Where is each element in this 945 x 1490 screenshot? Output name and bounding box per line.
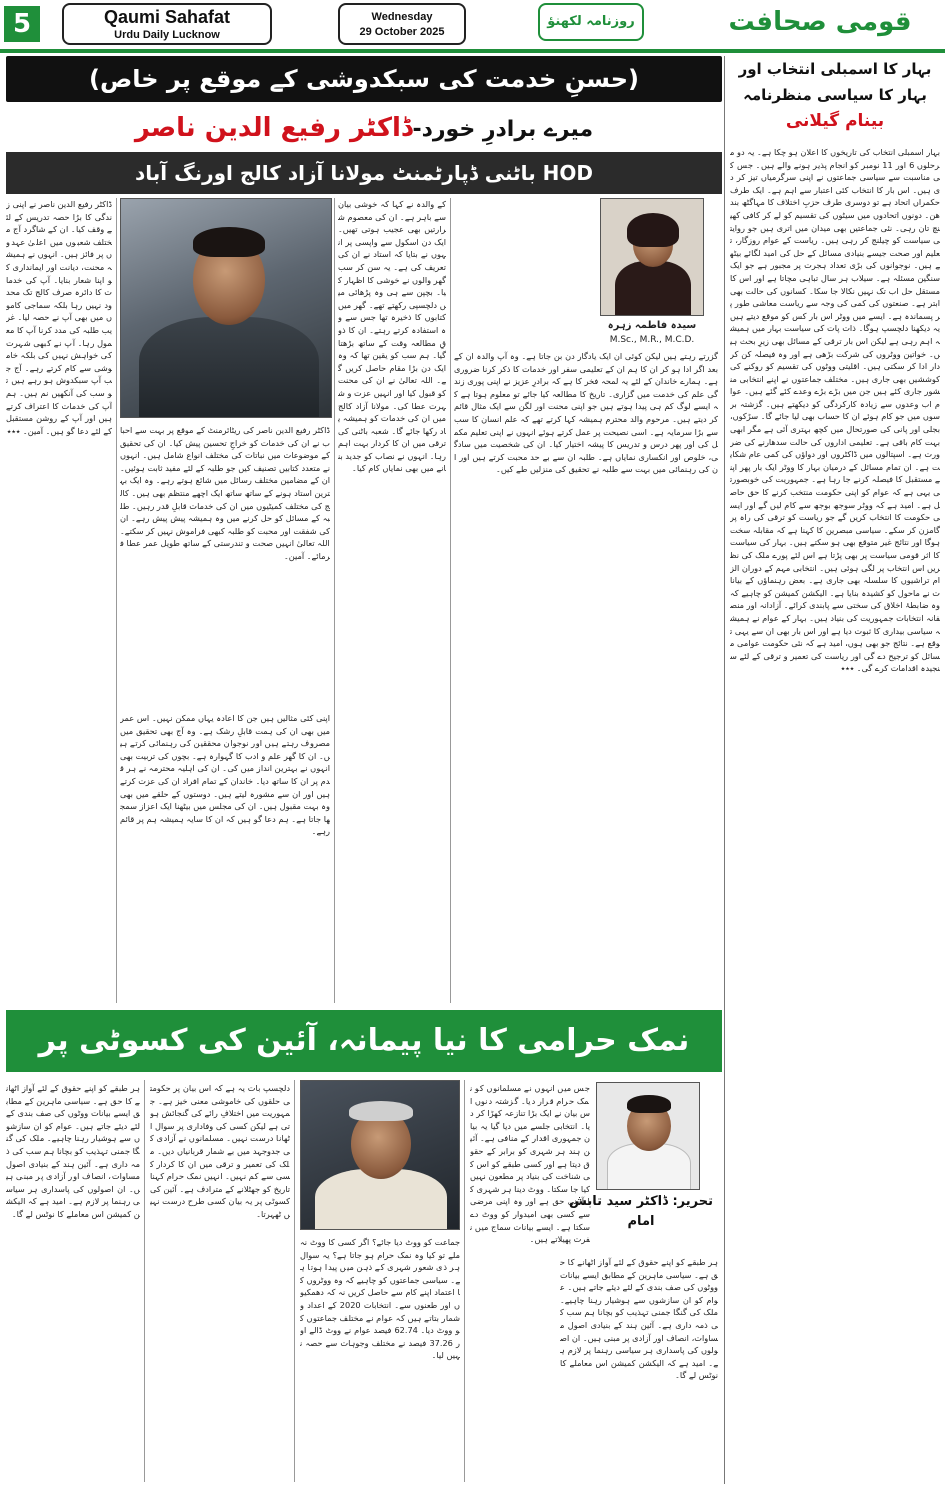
masthead	[62, 3, 272, 45]
main-article-column-4: اپنی کئی مثالیں ہیں جن کا اعادہ یہاں ممکن نہیں۔ اس عمر میں بھی ان کی ہمت قابلِ رشک ہے۔ وہ آج بھی تحقیق میں مصروف رہتے ہیں اور نوجوان محققین کی رہنمائی کرتے ہیں۔ ان کا گھر علم و ادب کا گہوارہ ہے۔ بچوں کی تربیت بھی انہوں نے بہترین انداز میں کی۔ ان کی اہلیہ محترمہ نے ہر قدم پر ان کا ساتھ دیا۔ خاندان کے تمام افراد ان کی عزت کرتے ہیں اور ان سے مشورہ لیتے ہیں۔ دوستوں کے حلقے میں بھی وہ بہت مقبول ہیں۔ ان کی مجلس میں بیٹھنا ایک اعزاز سمجھا جاتا ہے۔ ہم دعا گو ہیں کہ ان کا سایہ ہمیشہ ہم پر قائم رہے۔	[120, 713, 330, 837]
main-article-column-1: گزرتے رہتے ہیں لیکن کوئی ان ایک یادگار دن بن جاتا ہے۔ وہ آپ والدہ ان کے بعد اگر ادا ہو کر ان کا ہم ان کے تعلیمی سفر اور خدمات کا ذکر کرنا ضروری ہے۔ ہمارے خاندان کے لئے یہ لمحہ فخر کا ہے کہ برادرِ عزیز نے اپنی پوری زندگی علم کی خدمت میں گزاری۔ تاریخ کا مطالعہ کیا جائے تو معلوم ہوتا ہے کہ ایسے لوگ کم ہی پیدا ہوتے ہیں جو اپنی محنت اور لگن سے ایک مثال قائم کر دیتے ہیں۔ مرحوم والد محترم ہمیشہ کہا کرتے تھے کہ علم انسان کا سب سے بڑا سرمایہ ہے۔ اسی نصیحت پر عمل کرتے ہوئے انہوں نے اپنی تعلیم مکمل کی اور پھر درس و تدریس کا پیشہ اختیار کیا۔ ان کی شخصیت میں سادگی، خلوص اور انکساری نمایاں ہے۔ طلبہ ان سے بے حد محبت کرتے ہیں اور ان کی رہنمائی میں بہت سے طلبہ نے تحقیق کی منزلیں طے کیں۔	[454, 351, 718, 475]
brand-logo-urdu: قومی صحافت	[728, 7, 912, 37]
masthead-title: Qaumi Sahafat	[103, 7, 231, 27]
column-divider	[144, 1080, 145, 1482]
right-article-title: بہار کا اسمبلی انتخاب اور بہار کا سیاسی منظرنامہ	[738, 60, 932, 104]
main-article-column-3: ڈاکٹر رفیع الدین ناصر کی ریٹائرمنٹ کے موقع پر بہت سے احباب نے ان کی خدمات کو خراجِ تحسین پیش کیا۔ ان کی تحقیق کے موضوعات میں نباتات کی مختلف انواع شامل ہیں۔ انہوں نے متعدد کتابیں تصنیف کیں جو طلبہ کے لئے مفید ثابت ہوئیں۔ ان کے مضامین مختلف رسائل میں شائع ہوتے رہے۔ وہ ایک بہترین استاد ہونے کے ساتھ ساتھ ایک اچھے منتظم بھی ہیں۔ کالج کی مختلف کمیٹیوں میں ان کی خدمات قابلِ قدر رہیں۔ طلبہ کے مسائل کو حل کرنے میں وہ ہمیشہ پیش پیش رہے۔ ان کی شفقت اور محبت کو طلبہ کبھی فراموش نہیں کر سکتے۔ اللہ تعالیٰ انہیں صحت و تندرستی کے ساتھ طویل عمر عطا فرمائے۔ آمین۔	[120, 425, 330, 561]
second-article-column-1: جس میں انہوں نے مسلمانوں کو نمک حرام قرار دیا۔ گزشتہ دنوں اس بیان نے ایک بڑا تنازعہ کھڑا کر دیا۔ انتخابی جلسے میں دیا گیا یہ بیان جمہوری اقدار کے منافی ہے۔ آئین ہند ہر شہری کو برابر کے حقوق دیتا ہے اور کسی طبقے کو اس کی شناخت کی بنیاد پر مطعون نہیں کیا جا سکتا۔ ووٹ دینا ہر شہری کا آئینی حق ہے اور وہ اپنی مرضی سے کسی بھی امیدوار کو ووٹ دے سکتا ہے۔ ایسے بیانات سماج میں نفرت پھیلاتے ہیں۔	[470, 1083, 590, 1245]
daily-tag: روزنامہ لکھنؤ	[538, 3, 644, 41]
main-article-column-5: ڈاکٹر رفیع الدین ناصر نے اپنی زندگی کا بڑا حصہ تدریس کے لئے وقف کیا۔ ان کے شاگرد آج مختلف شعبوں میں اعلیٰ عہدوں پر فائز ہیں۔ انہوں نے ہمیشہ محنت، دیانت اور ایمانداری کو اپنا شعار بنایا۔ آپ کی خدمات کا دائرہ صرف کالج تک محدود نہیں رہا بلکہ سماجی کاموں میں بھی آپ نے حصہ لیا۔ غریب طلبہ کی مدد کرنا آپ کا معمول رہا۔ آپ نے کبھی شہرت کی خواہش نہیں کی بلکہ خاموشی سے کام کرتے رہے۔ آج جب آپ سبکدوش ہو رہے ہیں تو سب کی آنکھیں نم ہیں۔ ہم آپ کی خدمات کا اعتراف کرتے ہیں اور آپ کے روشن مستقبل کے لئے دعا گو ہیں۔ آمین۔ ٭٭٭	[6, 199, 112, 436]
right-article-header	[728, 56, 942, 142]
columnist-photo	[596, 1082, 700, 1190]
column-divider	[294, 1080, 295, 1482]
page-number: 5	[4, 6, 40, 42]
second-article-column-2: جماعت کو ووٹ دیا جائے؟ اگر کسی کا ووٹ نہ ملے تو کیا وہ نمک حرام ہو جاتا ہے؟ یہ سوال ہر ذی شعور شہری کے ذہن میں پیدا ہوتا ہے۔ سیاسی جماعتوں کو چاہیے کہ وہ ووٹروں کا اعتماد اپنے کام سے حاصل کریں نہ کہ دھمکیوں اور طعنوں سے۔ انتخابات 2020 کے اعداد و شمار بتاتے ہیں کہ عوام نے مختلف جماعتوں کو ووٹ دیا۔ 62.74 فیصد عوام نے ووٹ ڈالے اور 37.26 فیصد نے مختلف وجوہات سے حصہ نہیں لیا۔	[300, 1237, 460, 1361]
column-divider	[450, 198, 451, 1003]
politician-photo	[300, 1080, 460, 1230]
main-article-column-2: کے والدہ نے کہا کہ خوشی بیان سے باہر ہے۔ ان کی معصوم شرارتیں بھی عجیب ہوتی تھیں۔ ایک دن اسکول سے واپسی پر انہوں نے بتایا کہ استاد نے ان کی تعریف کی ہے۔ یہ سن کر سب گھر والوں نے خوشی کا اظہار کیا۔ بچپن سے ہی وہ پڑھائی میں دلچسپی رکھتے تھے۔ گھر میں کتابوں کا ذخیرہ تھا جس سے وہ استفادہ کرتے رہتے۔ ان کا ذوقِ مطالعہ وقت کے ساتھ بڑھتا گیا۔ ہم سب کو یقین تھا کہ وہ ایک دن بڑا مقام حاصل کریں گے۔ اللہ تعالیٰ نے ان کی محنت کو قبول کیا اور انہیں عزت و شہرت عطا کی۔ مولانا آزاد کالج میں ان کی خدمات کو ہمیشہ یاد رکھا جائے گا۔ شعبہ باٹنی کی ترقی میں ان کا کردار بہت اہم رہا۔ انہوں نے نصاب کو جدید بنانے میں بھی نمایاں کام کیا۔	[338, 199, 446, 474]
subject-photo	[120, 198, 332, 418]
headline-name: ڈاکٹر رفیع الدین ناصر	[134, 113, 413, 143]
second-article-headline: نمک حرامی کا نیا پیمانہ، آئین کی کسوٹی پر	[6, 1010, 722, 1072]
second-article-column-3: دلچسپ بات یہ ہے کہ اس بیان پر حکومتی حلقوں کی خاموشی معنی خیز ہے۔ جمہوریت میں اختلافِ رائے کی گنجائش ہوتی ہے لیکن کسی کی وفاداری پر سوال اٹھانا درست نہیں۔ مسلمانوں نے آزادی کی جدوجہد میں بے شمار قربانیاں دیں۔ ملک کی تعمیر و ترقی میں ان کا کردار کسی سے کم نہیں۔ انہیں نمک حرام کہنا تاریخ کو جھٹلانے کے مترادف ہے۔ آئین کی کسوٹی پر یہ بیان کسی طرح درست نہیں ٹھہرتا۔	[150, 1083, 290, 1219]
masthead-subtitle: Urdu Daily Lucknow	[114, 29, 220, 41]
second-article-author: تحریر: ڈاکٹر سید تابش امام	[569, 1194, 713, 1229]
author-credentials: M.Sc., M.R., M.C.D.	[609, 335, 695, 345]
header-divider	[0, 49, 945, 53]
article-subheadline: HOD باٹنی ڈپارٹمنٹ مولانا آزاد کالج اورنگ آباد	[6, 152, 722, 194]
weekday: Wednesday	[371, 11, 433, 23]
date-box	[338, 3, 466, 45]
article-kicker-banner: (حسنِ خدمت کی سبکدوشی کے موقع پر خاص)	[6, 56, 722, 102]
article-headline	[6, 106, 722, 150]
right-column-divider	[724, 56, 725, 1484]
headline-prefix: میرے برادرِ خورد-	[412, 117, 594, 142]
second-article-column-4: ہر طبقے کو اپنے حقوق کے لئے آواز اٹھانے کا حق ہے۔ سیاسی ماہرین کے مطابق ایسے بیانات ووٹوں کی صف بندی کے لئے دیئے جاتے ہیں۔ عوام کو ان سازشوں سے ہوشیار رہنا چاہیے۔ ملک کی گنگا جمنی تہذیب کو بچانا ہم سب کی ذمہ داری ہے۔ آئین ہند کے بنیادی اصول مساوات، انصاف اور آزادی پر مبنی ہیں۔ ان اصولوں کی پاسداری ہر سیاسی رہنما پر لازم ہے۔ امید ہے کہ الیکشن کمیشن اس معاملے کا نوٹس لے گا۔	[6, 1083, 140, 1219]
column-divider	[334, 198, 335, 1003]
right-article-body: بہار اسمبلی انتخاب کی تاریخوں کا اعلان ہو چکا ہے۔ یہ دو مرحلوں 6 اور 11 نومبر کو انجام پذیر ہونے والے ہیں۔ جس کی مناسبت سے سیاسی جماعتوں نے اپنی سرگرمیاں تیز کر دی ہیں۔ اس بار کا انتخاب کئی اعتبار سے اہم ہے۔ ایک طرف حکمراں اتحاد ہے تو دوسری طرف حزبِ اختلاف کا مہاگٹھ بندھن۔ دونوں اتحادوں میں سیٹوں کی تقسیم کو لے کر کافی کھینچ تان رہی۔ نئی جماعتیں بھی میدان میں اتری ہیں جو روایتی سیاست کو چیلنج کر رہی ہیں۔ ریاست کے عوام روزگار، تعلیم اور صحت جیسے بنیادی مسائل کے حل کی امید لگائے بیٹھے ہیں۔ نوجوانوں کی بڑی تعداد ہجرت پر مجبور ہے جو ایک سنگین مسئلہ ہے۔ سیلاب ہر سال تباہی مچاتا ہے اور اس کا مستقل حل اب تک نہیں نکالا جا سکا۔ کسانوں کی حالت بھی ابتر ہے۔ صنعتوں کی کمی کی وجہ سے ریاست معاشی طور پر پسماندہ ہے۔ ایسے میں ووٹر اس بار کس کو موقع دیتے ہیں یہ دیکھنا دلچسپ ہوگا۔ ذات پات کی سیاست بہار میں ہمیشہ اہم رہی ہے لیکن اس بار ترقی کے مسائل بھی زیرِ بحث ہیں۔ خواتین ووٹروں کی شرکت بڑھی ہے اور وہ فیصلہ کن کردار ادا کر سکتی ہیں۔ اقلیتی ووٹوں کی تقسیم کو روکنے کی کوششیں بھی جاری ہیں۔ مختلف جماعتوں نے اپنے انتخابی منشور جاری کئے ہیں جن میں بڑے بڑے وعدے کئے گئے ہیں۔ عوام اب وعدوں سے زیادہ کارکردگی کو دیکھتے ہیں۔ گزشتہ برسوں میں جو کام ہوئے ان کا حساب بھی لیا جائے گا۔ سڑکوں، بجلی اور پانی کی صورتحال میں کچھ بہتری آئی ہے مگر ابھی بہت کام باقی ہے۔ تعلیمی اداروں کی حالت سدھارنے کی ضرورت ہے۔ اسپتالوں میں ڈاکٹروں اور دواؤں کی کمی عام شکایت ہے۔ ان تمام مسائل کے درمیان بہار کا ووٹر ایک بار پھر اپنے مستقبل کا فیصلہ کرنے جا رہا ہے۔ جمہوریت کی خوبصورتی یہی ہے کہ عوام کو اپنی حکومت منتخب کرنے کا حق حاصل ہے۔ امید ہے کہ ووٹر سوجھ بوجھ سے کام لیں گے اور ایسی حکومت کا انتخاب کریں گے جو ریاست کو ترقی کی راہ پر گامزن کر سکے۔ سیاسی مبصرین کا کہنا ہے کہ مقابلہ سخت ہوگا اور نتائج غیر متوقع بھی ہو سکتے ہیں۔ بہار کی سیاست کا اثر قومی سیاست پر بھی پڑتا ہے اس لئے پورے ملک کی نظریں اس انتخاب پر لگی ہوئی ہیں۔ انتخابی مہم کے دوران الزام تراشیوں کا سلسلہ بھی جاری ہے۔ بعض رہنماؤں کے بیانات نے ماحول کو کشیدہ بنایا ہے۔ الیکشن کمیشن کو چاہیے کہ وہ ضابطۂ اخلاق کی سختی سے پابندی کرائے۔ آزادانہ اور منصفانہ انتخابات جمہوریت کی بنیاد ہیں۔ بہار کے عوام نے ہمیشہ سیاسی بیداری کا ثبوت دیا ہے اور اس بار بھی ان سے یہی توقع ہے۔ نتائج جو بھی ہوں، امید ہے کہ نئی حکومت عوامی مسائل کو ترجیح دے گی اور ریاست کی تعمیر و ترقی کے لئے سنجیدہ اقدامات کرے گی۔ ٭٭٭	[730, 147, 940, 674]
second-article-column-1b: ہر طبقے کو اپنے حقوق کے لئے آواز اٹھانے کا حق ہے۔ سیاسی ماہرین کے مطابق ایسے بیانات ووٹوں کی صف بندی کے لئے دیئے جاتے ہیں۔ عوام کو ان سازشوں سے ہوشیار رہنا چاہیے۔ ملک کی گنگا جمنی تہذیب کو بچانا ہم سب کی ذمہ داری ہے۔ آئین ہند کے بنیادی اصول مساوات، انصاف اور آزادی پر مبنی ہیں۔ ان اصولوں کی پاسداری ہر سیاسی رہنما پر لازم ہے۔ امید ہے کہ الیکشن کمیشن اس معاملے کا نوٹس لے گا۔	[560, 1257, 718, 1381]
issue-date: 29 October 2025	[359, 26, 445, 38]
column-divider	[464, 1080, 465, 1482]
author-name: سیدہ فاطمہ زہرہ	[607, 320, 697, 331]
right-article-author: بینام گیلانی	[785, 111, 885, 131]
column-divider	[116, 198, 117, 1003]
author-photo	[600, 198, 704, 316]
